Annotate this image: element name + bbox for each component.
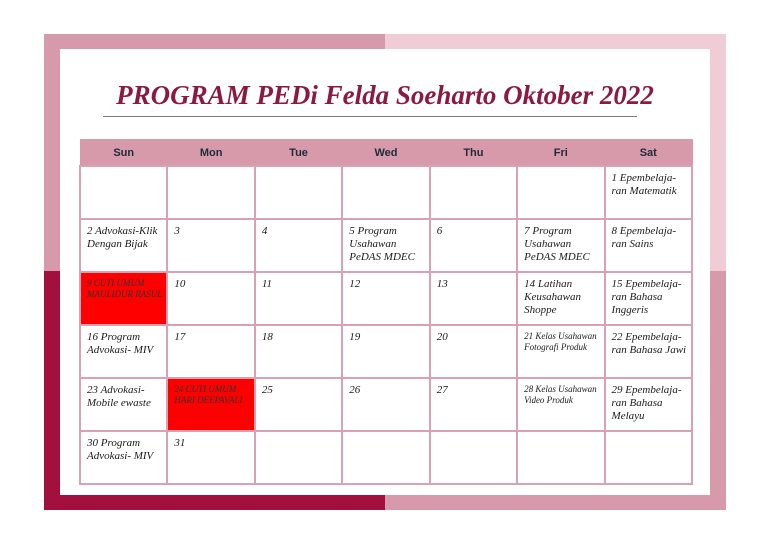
day-cell (342, 272, 429, 325)
day-cell (517, 431, 604, 484)
day-number: 29 (611, 384, 623, 396)
day-event: Kelas Usahawan Fotografi Produk (524, 331, 597, 352)
day-event: Program Advokasi- MIV (87, 437, 154, 462)
day-event: Program Usahawan PeDAS MDEC (524, 225, 590, 263)
day-event: Advokasi- Mobile ewaste (87, 384, 151, 409)
holiday-cell (167, 378, 254, 431)
week-row-3 (80, 272, 692, 325)
day-cell (517, 272, 604, 325)
day-number: 5 (349, 225, 355, 237)
holiday-cell (80, 272, 167, 325)
weekday-fri: Fri (517, 140, 604, 167)
week-row-2 (80, 219, 692, 272)
day-cell (80, 431, 167, 484)
day-number: 14 (524, 278, 536, 290)
day-number: 15 (611, 278, 623, 290)
day-number: 23 (87, 384, 98, 396)
day-number: 10 (174, 278, 186, 290)
day-event: Program Advokasi- MIV (87, 331, 154, 356)
day-number: 19 (349, 331, 361, 343)
day-number: 1 (611, 172, 618, 184)
day-event: Epembelaja-ran Bahasa Jawi (611, 331, 687, 356)
day-cell (80, 219, 167, 272)
week-row-1 (80, 166, 692, 219)
day-number: 18 (261, 331, 273, 343)
day-cell (342, 325, 429, 378)
day-event: Epembelaja-ran Sains (611, 225, 676, 250)
day-event: Program Usahawan PeDAS MDEC (349, 225, 415, 263)
weekday-mon: Mon (167, 140, 254, 167)
day-cell (255, 325, 342, 378)
day-number: 9 (87, 278, 92, 288)
day-number: 4 (261, 225, 268, 237)
day-cell (430, 325, 517, 378)
day-number: 28 (524, 384, 534, 394)
day-cell (167, 431, 254, 484)
day-cell (167, 219, 254, 272)
day-number: 6 (436, 225, 443, 237)
day-cell (517, 378, 604, 431)
day-number: 16 (87, 331, 98, 343)
day-number: 7 (524, 225, 530, 237)
day-event: Epembelaja-ran Matematik (611, 172, 677, 197)
day-cell (430, 431, 517, 484)
day-number: 27 (436, 384, 448, 396)
day-cell (605, 272, 692, 325)
day-cell (167, 325, 254, 378)
day-number: 20 (436, 331, 448, 343)
day-cell (342, 219, 429, 272)
day-cell (605, 166, 692, 219)
day-cell (80, 166, 167, 219)
day-cell (255, 219, 342, 272)
weekday-wed: Wed (342, 140, 429, 167)
day-cell (430, 219, 517, 272)
day-number: 24 (174, 384, 184, 394)
weekday-sat: Sat (605, 140, 692, 167)
title-divider (103, 116, 637, 117)
day-number: 3 (174, 225, 180, 237)
day-number: 30 (87, 437, 98, 449)
day-event: Epembelaja-ran Bahasa Inggeris (611, 278, 682, 316)
day-cell (342, 378, 429, 431)
day-cell (517, 219, 604, 272)
day-cell (605, 325, 692, 378)
day-number: 22 (611, 331, 623, 343)
week-row-5 (80, 378, 692, 431)
day-cell (605, 378, 692, 431)
day-number: 13 (436, 278, 448, 290)
day-cell (517, 325, 604, 378)
day-number: 26 (349, 384, 361, 396)
day-number: 8 (611, 225, 618, 237)
day-event: CUTI UMUM HARI DEEPAVALI (174, 384, 243, 405)
day-event: Epembelaja-ran Bahasa Melayu (611, 384, 682, 422)
day-cell (430, 378, 517, 431)
day-cell (167, 166, 254, 219)
week-row-6 (80, 431, 692, 484)
day-number: 21 (524, 331, 534, 341)
day-number: 25 (261, 384, 273, 396)
calendar-table (79, 139, 693, 485)
day-event: Advokasi-Klik Dengan Bijak (87, 225, 158, 250)
day-cell (342, 166, 429, 219)
day-number: 12 (349, 278, 361, 290)
weekday-header-row (80, 140, 692, 167)
day-cell (255, 378, 342, 431)
day-cell (605, 219, 692, 272)
day-cell (255, 166, 342, 219)
day-cell (80, 325, 167, 378)
day-cell (255, 431, 342, 484)
page-title: PROGRAM PEDi Felda Soeharto Oktober 2022 (116, 80, 654, 110)
day-cell (80, 378, 167, 431)
day-number: 17 (174, 331, 186, 343)
weekday-sun: Sun (80, 140, 167, 167)
day-number: 31 (174, 437, 186, 449)
day-number: 11 (261, 278, 273, 290)
weekday-thu: Thu (430, 140, 517, 167)
day-number: 2 (87, 225, 93, 237)
day-cell (430, 272, 517, 325)
day-cell (605, 431, 692, 484)
day-event: Kelas Usahawan Video Produk (524, 384, 597, 405)
day-cell (517, 166, 604, 219)
day-cell (342, 431, 429, 484)
weekday-tue: Tue (255, 140, 342, 167)
day-cell (167, 272, 254, 325)
day-event: Latihan Keusahawan Shoppe (524, 278, 581, 316)
day-cell (430, 166, 517, 219)
day-cell (255, 272, 342, 325)
day-event: CUTI UMUM MAULIDUR RASUL (87, 278, 163, 299)
week-row-4 (80, 325, 692, 378)
